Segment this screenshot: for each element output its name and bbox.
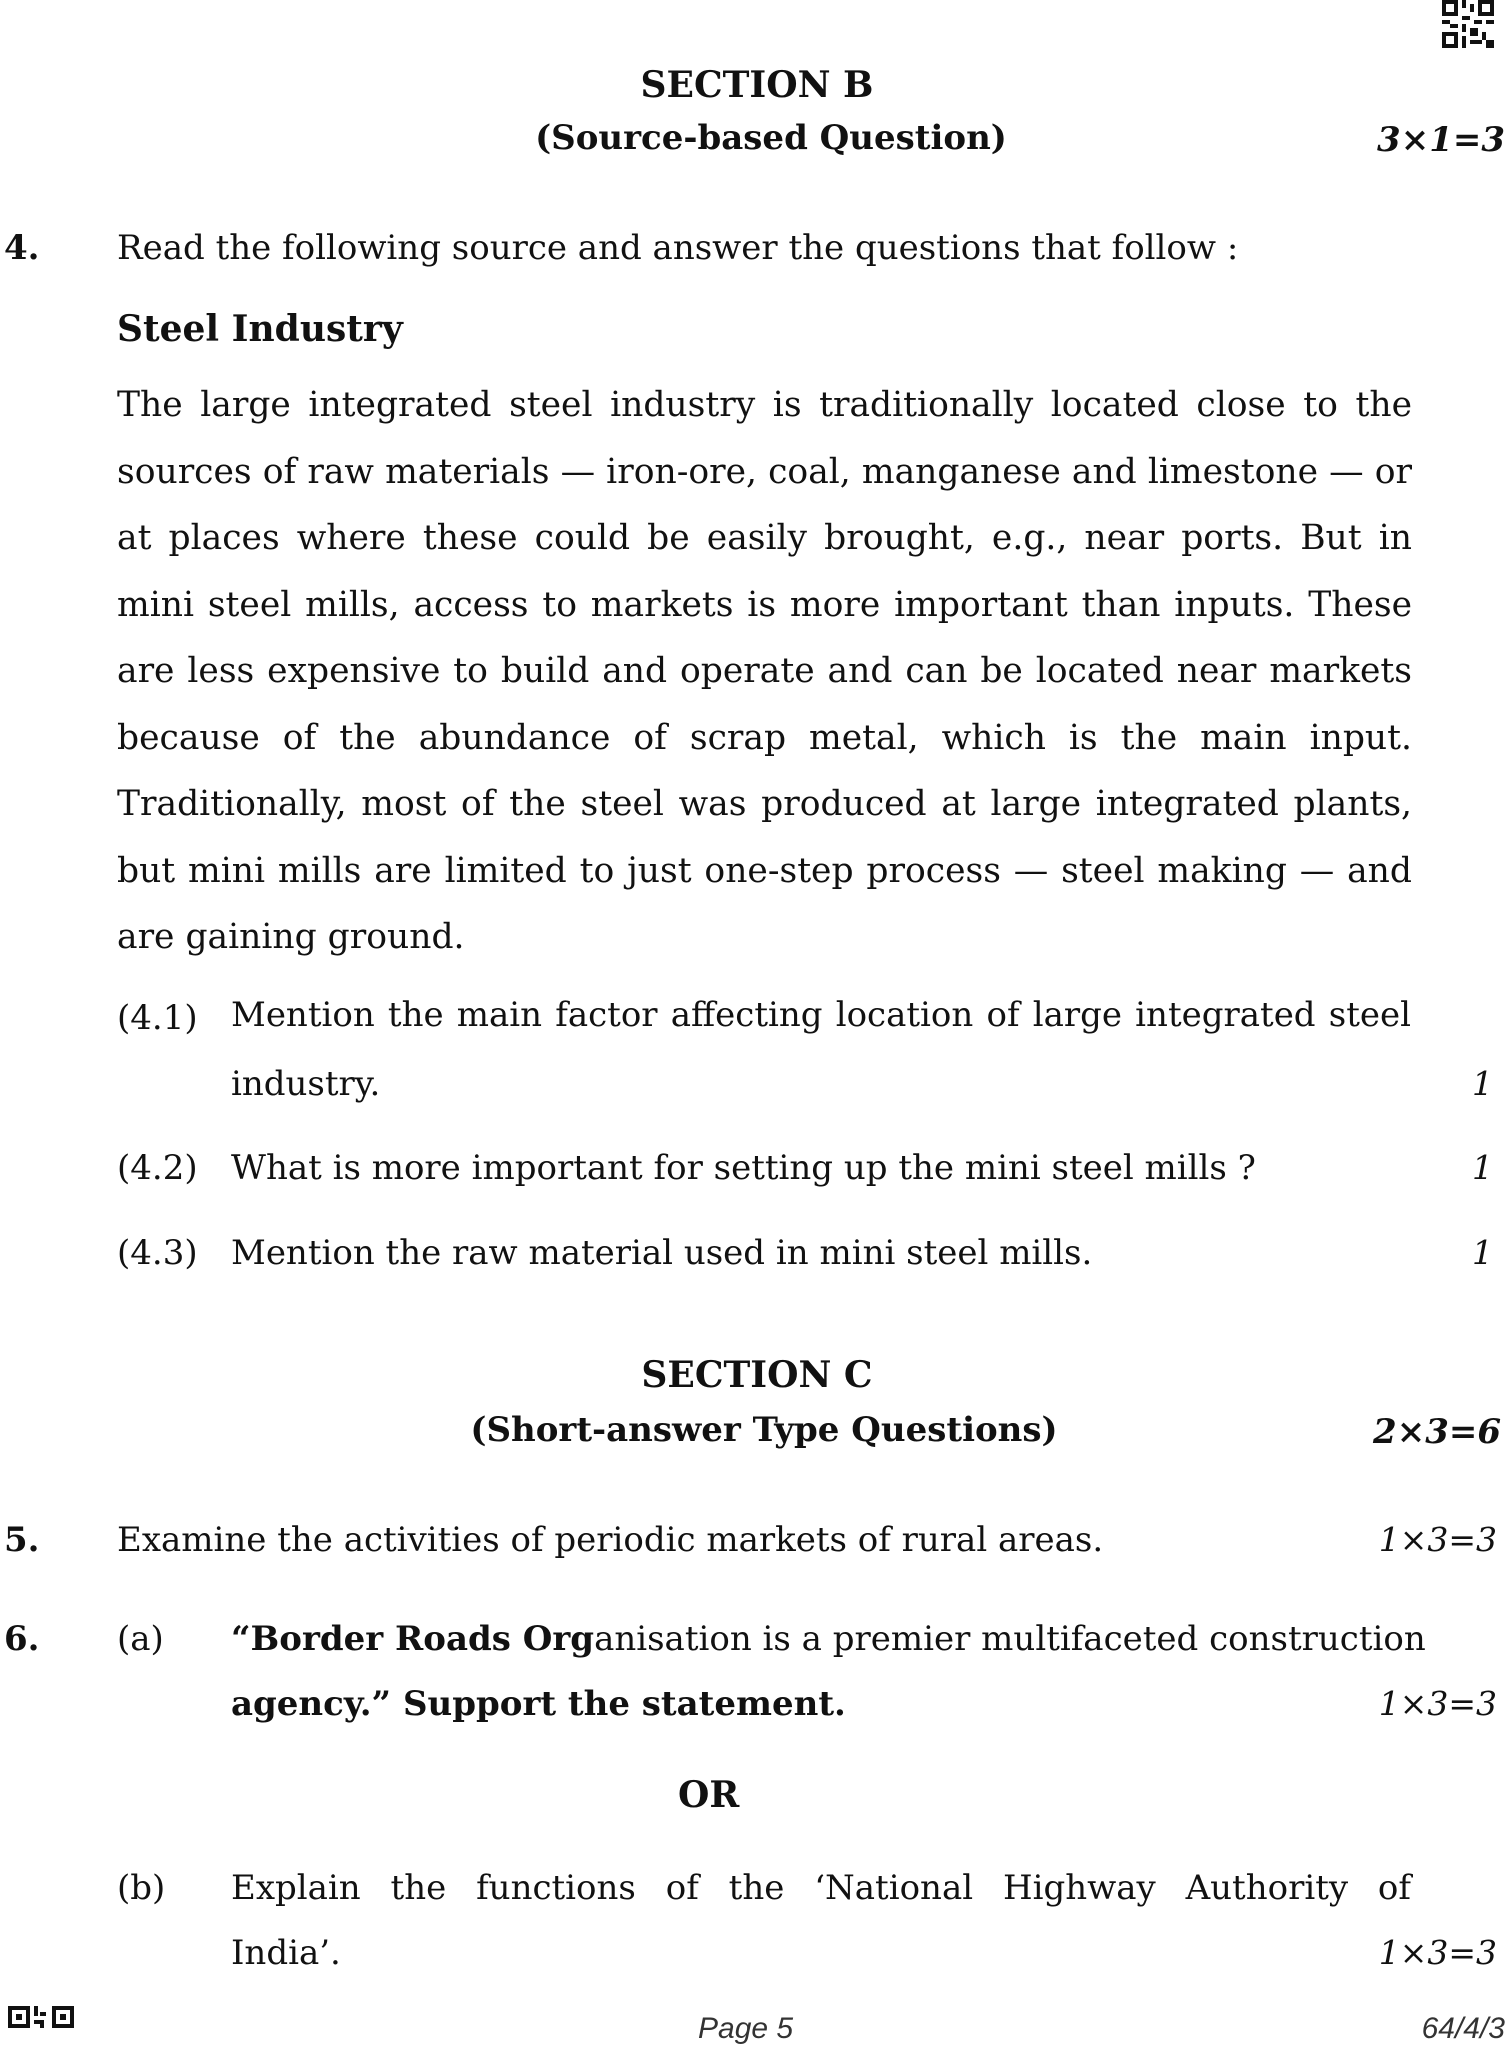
marks: 1	[1472, 1233, 1493, 1272]
paragraph-line: are less expensive to build and operate and can be located near markets	[117, 651, 1412, 691]
page-number: Page 5	[698, 2012, 794, 2045]
question-text	[231, 1619, 1426, 1659]
question-text: India’.	[231, 1933, 341, 1973]
question-text: Explain the functions of the ‘National Highway Authority of	[231, 1868, 1411, 1908]
sub-question-text: Mention the main factor affecting location of large integrated steel	[231, 995, 1411, 1035]
question-text: Read the following source and answer the questions that follow :	[117, 228, 1239, 268]
sub-question-text: industry.	[231, 1064, 381, 1104]
section-c-marks: 2×3=6	[1373, 1412, 1501, 1452]
sub-question-label: (4.1)	[117, 998, 198, 1038]
paragraph-line: but mini mills are limited to just one-step process — steel making — and	[117, 850, 1412, 891]
paragraph-line: sources of raw materials — iron-ore, coal, manganese and limestone — or	[117, 451, 1412, 492]
paragraph-line: at places where these could be easily brought, e.g., near ports. But in	[117, 518, 1412, 558]
paragraph-line: because of the abundance of scrap metal, which is the main input.	[117, 717, 1412, 758]
paragraph-line: are gaining ground.	[117, 917, 465, 957]
qr-code-icon	[1442, 0, 1494, 48]
qr-code-icon	[8, 2006, 74, 2028]
question-number: 4.	[4, 228, 40, 268]
or-separator: OR	[678, 1774, 740, 1816]
marks: 1	[1472, 1148, 1493, 1187]
section-b-title: SECTION B	[640, 64, 874, 106]
section-b-subtitle: (Source-based Question)	[535, 118, 1007, 158]
marks: 1	[1472, 1064, 1493, 1103]
marks: 1×3=3	[1378, 1684, 1497, 1723]
section-c-subtitle: (Short-answer Type Questions)	[470, 1410, 1058, 1450]
question-text: agency.” Support the statement.	[231, 1684, 846, 1724]
marks: 1×3=3	[1378, 1933, 1497, 1972]
option-label: (a)	[117, 1619, 164, 1659]
section-b-marks: 3×1=3	[1377, 120, 1505, 160]
marks: 1×3=3	[1378, 1520, 1497, 1559]
paragraph-line: The large integrated steel industry is traditionally located close to the	[117, 385, 1412, 425]
question-text-rest: anisation is a premier multifaceted construction	[594, 1619, 1426, 1659]
source-heading: Steel Industry	[117, 308, 403, 350]
paragraph-line: Traditionally, most of the steel was produced at large integrated plants,	[117, 784, 1412, 824]
paragraph-line: mini steel mills, access to markets is more important than inputs. These	[117, 584, 1412, 625]
question-number: 6.	[4, 1619, 40, 1659]
source-paragraph	[117, 372, 1412, 971]
question-text-bold: “Border Roads Org	[231, 1619, 595, 1659]
paper-code: 64/4/3	[1421, 2012, 1505, 2045]
sub-question-text: What is more important for setting up the mini steel mills ?	[231, 1148, 1256, 1188]
option-label: (b)	[117, 1868, 166, 1908]
sub-question-label: (4.2)	[117, 1148, 198, 1188]
sub-question-text: Mention the raw material used in mini steel mills.	[231, 1233, 1093, 1273]
section-c-title: SECTION C	[641, 1354, 873, 1396]
question-text: Examine the activities of periodic markets of rural areas.	[117, 1520, 1104, 1560]
question-number: 5.	[4, 1520, 40, 1560]
sub-question-label: (4.3)	[117, 1233, 198, 1273]
